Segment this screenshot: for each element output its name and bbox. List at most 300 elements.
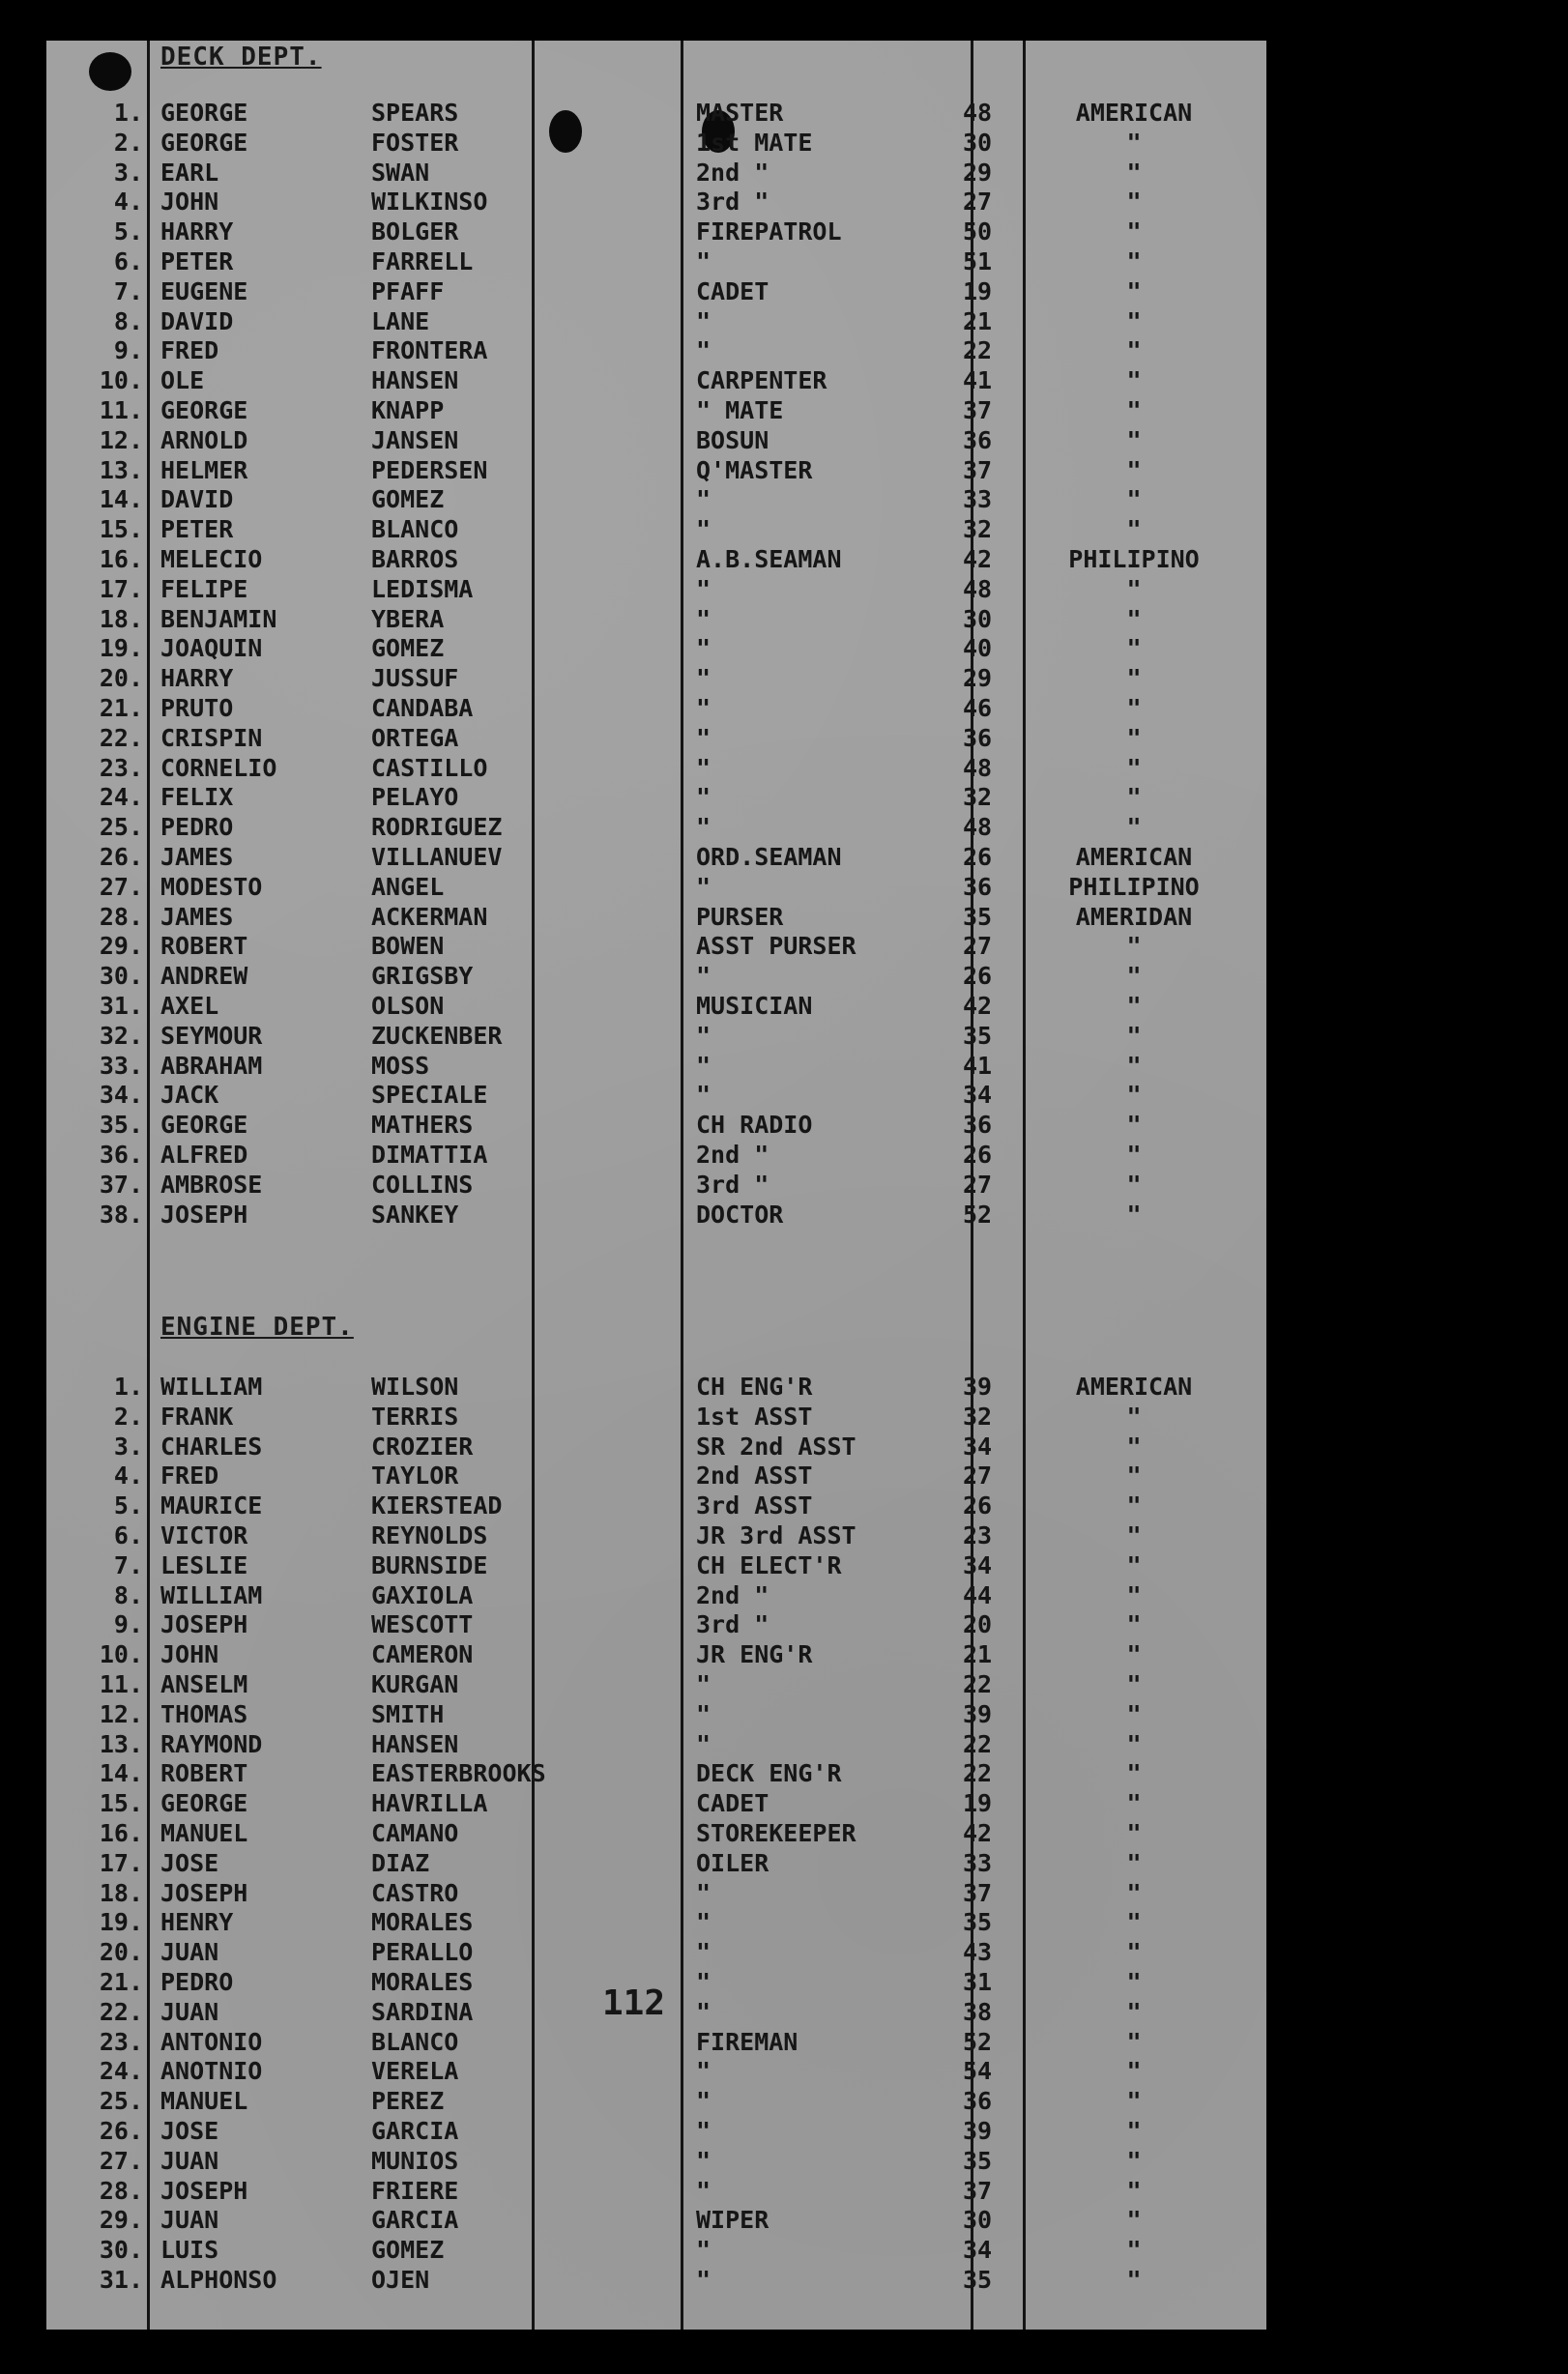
first-name: CORNELIO [160,753,277,782]
row-number: 15. [99,515,143,544]
last-name: BOWEN [371,932,445,961]
age: 27 [963,932,993,961]
nationality: PHILIPINO [1068,872,1200,901]
nationality: " [1126,1878,1142,1907]
rating: 3rd " [696,1610,769,1639]
crew-row [46,545,1266,574]
row-number: 8. [113,306,143,335]
first-name: LUIS [160,2236,219,2265]
nationality: " [1126,1908,1142,1937]
row-number: 10. [99,1640,143,1669]
crew-row [46,1610,1266,1639]
nationality: " [1126,158,1142,187]
crew-row [46,217,1266,246]
first-name: BENJAMIN [160,604,277,633]
row-number: 19. [99,1908,143,1937]
age: 35 [963,1908,993,1937]
crew-row [46,426,1266,455]
crew-row [46,2028,1266,2057]
age: 19 [963,1789,993,1818]
nationality: " [1126,1462,1142,1491]
nationality: " [1126,188,1142,217]
nationality: " [1126,1968,1142,1996]
first-name: JAMES [160,843,234,871]
age: 32 [963,783,993,812]
first-name: RAYMOND [160,1729,263,1758]
crew-row [46,2087,1266,2116]
age: 22 [963,1759,993,1788]
rating: ORD.SEAMAN [696,843,842,871]
crew-row [46,129,1266,158]
age: 46 [963,694,993,722]
last-name: ZUCKENBER [371,1021,503,1050]
age: 42 [963,1819,993,1847]
nationality: " [1126,1141,1142,1169]
last-name: CAMANO [371,1819,459,1847]
nationality: " [1126,1550,1142,1579]
last-name: KURGAN [371,1670,459,1698]
last-name: CASTILLO [371,753,488,782]
row-number: 15. [99,1789,143,1818]
row-number: 11. [99,1670,143,1698]
last-name: GARCIA [371,2117,459,2145]
age: 48 [963,574,993,603]
age: 35 [963,1021,993,1050]
first-name: JACK [160,1081,219,1110]
rating: CH ELECT'R [696,1550,842,1579]
rating: " [696,1699,711,1728]
rating: 2nd ASST [696,1462,813,1491]
row-number: 12. [99,1699,143,1728]
age: 29 [963,664,993,693]
last-name: SPECIALE [371,1081,488,1110]
nationality: AMERIDAN [1075,902,1193,931]
last-name: PERALLO [371,1938,474,1967]
crew-row [46,724,1266,753]
first-name: JUAN [160,1997,219,2026]
age: 21 [963,306,993,335]
row-number: 1. [113,1373,143,1401]
first-name: JOSE [160,2117,219,2145]
age: 19 [963,276,993,305]
rating: " [696,962,711,991]
crew-row [46,1022,1266,1051]
age: 29 [963,158,993,187]
nationality: " [1126,2087,1142,2116]
rating: " [696,2087,711,2116]
rating: STOREKEEPER [696,1819,857,1847]
first-name: JOSEPH [160,2176,248,2205]
last-name: DIAZ [371,1848,430,1877]
crew-row [46,2057,1266,2086]
last-name: SARDINA [371,1997,474,2026]
nationality: " [1126,425,1142,454]
rating: " [696,813,711,842]
rating: " [696,1997,711,2026]
nationality: " [1126,1432,1142,1461]
nationality: AMERICAN [1075,1373,1193,1401]
nationality: " [1126,247,1142,275]
nationality: " [1126,128,1142,157]
nationality: " [1126,604,1142,633]
nationality: " [1126,396,1142,424]
last-name: BURNSIDE [371,1550,488,1579]
last-name: SPEARS [371,99,459,127]
first-name: PETER [160,247,234,275]
age: 33 [963,1848,993,1877]
crew-row [46,1879,1266,1908]
nationality: AMERICAN [1075,99,1193,127]
row-number: 4. [113,1462,143,1491]
row-number: 2. [113,1402,143,1431]
row-number: 12. [99,425,143,454]
age: 26 [963,1491,993,1520]
first-name: EUGENE [160,276,248,305]
first-name: WILLIAM [160,1580,263,1609]
row-number: 35. [99,1111,143,1140]
last-name: VILLANUEV [371,843,503,871]
rating: 1st MATE [696,128,813,157]
age: 39 [963,2117,993,2145]
first-name: OLE [160,366,205,395]
rating: FIREPATROL [696,217,842,246]
age: 41 [963,1051,993,1080]
first-name: DAVID [160,306,234,335]
nationality: " [1126,1580,1142,1609]
rating: " [696,2176,711,2205]
row-number: 6. [113,1521,143,1549]
nationality: " [1126,694,1142,722]
age: 26 [963,1141,993,1169]
last-name: GAXIOLA [371,1580,474,1609]
row-number: 7. [113,1550,143,1579]
row-number: 19. [99,634,143,663]
last-name: TERRIS [371,1402,459,1431]
crew-row [46,1111,1266,1140]
row-number: 5. [113,217,143,246]
first-name: GEORGE [160,99,248,127]
crew-row [46,99,1266,128]
age: 36 [963,872,993,901]
age: 37 [963,1878,993,1907]
last-name: CANDABA [371,694,474,722]
rating: DOCTOR [696,1200,784,1229]
age: 42 [963,545,993,573]
nationality: " [1126,455,1142,484]
first-name: JOSEPH [160,1610,248,1639]
age: 26 [963,962,993,991]
crew-row [46,1938,1266,1967]
last-name: ANGEL [371,872,445,901]
crew-row [46,1373,1266,1402]
age: 35 [963,2146,993,2175]
row-number: 16. [99,545,143,573]
nationality: " [1126,306,1142,335]
first-name: HARRY [160,217,234,246]
rating: " [696,2117,711,2145]
age: 52 [963,2027,993,2056]
nationality: " [1126,1789,1142,1818]
age: 37 [963,396,993,424]
first-name: ANDREW [160,962,248,991]
row-number: 23. [99,753,143,782]
last-name: MORALES [371,1908,474,1937]
crew-row [46,843,1266,872]
first-name: FELIPE [160,574,248,603]
last-name: BARROS [371,545,459,573]
age: 32 [963,1402,993,1431]
crew-row [46,634,1266,663]
last-name: FARRELL [371,247,474,275]
crew-row [46,1052,1266,1081]
last-name: GOMEZ [371,634,445,663]
nationality: " [1126,2206,1142,2235]
first-name: JUAN [160,2146,219,2175]
last-name: OLSON [371,992,445,1020]
age: 54 [963,2057,993,2086]
row-number: 31. [99,2266,143,2294]
nationality: " [1126,276,1142,305]
crew-row [46,1700,1266,1729]
rating: " MATE [696,396,784,424]
rating: " [696,2266,711,2294]
first-name: ANTONIO [160,2027,263,2056]
row-number: 10. [99,366,143,395]
first-name: JOAQUIN [160,634,263,663]
row-number: 18. [99,604,143,633]
crew-row [46,1201,1266,1230]
last-name: SANKEY [371,1200,459,1229]
last-name: MORALES [371,1968,474,1996]
age: 34 [963,2236,993,2265]
crew-row [46,1433,1266,1462]
rating: " [696,336,711,365]
crew-row [46,1849,1266,1878]
nationality: " [1126,2176,1142,2205]
first-name: HARRY [160,664,234,693]
row-number: 8. [113,1580,143,1609]
age: 27 [963,1462,993,1491]
rating: JR ENG'R [696,1640,813,1669]
rating: FIREMAN [696,2027,799,2056]
crew-row [46,2236,1266,2265]
last-name: LEDISMA [371,574,474,603]
nationality: " [1126,962,1142,991]
age: 48 [963,813,993,842]
row-number: 38. [99,1200,143,1229]
nationality: " [1126,574,1142,603]
age: 51 [963,247,993,275]
row-number: 6. [113,247,143,275]
crew-row [46,277,1266,306]
first-name: ROBERT [160,1759,248,1788]
rating: DECK ENG'R [696,1759,842,1788]
age: 20 [963,1610,993,1639]
nationality: " [1126,336,1142,365]
rating: " [696,1878,711,1907]
crew-row [46,1730,1266,1759]
row-number: 30. [99,962,143,991]
first-name: ANOTNIO [160,2057,263,2086]
nationality: AMERICAN [1075,843,1193,871]
crew-row [46,2177,1266,2206]
crew-row [46,2147,1266,2176]
last-name: MOSS [371,1051,430,1080]
last-name: RODRIGUEZ [371,813,503,842]
nationality: " [1126,753,1142,782]
first-name: HELMER [160,455,248,484]
nationality: " [1126,1200,1142,1229]
rating: OILER [696,1848,769,1877]
rating: 2nd " [696,1580,769,1609]
rating: " [696,2146,711,2175]
rating: " [696,2057,711,2086]
crew-row [46,932,1266,961]
first-name: CHARLES [160,1432,263,1461]
first-name: PEDRO [160,1968,234,1996]
row-number: 13. [99,1729,143,1758]
age: 48 [963,753,993,782]
rating: A.B.SEAMAN [696,545,842,573]
crew-row [46,664,1266,693]
rating: " [696,1021,711,1050]
age: 36 [963,1111,993,1140]
age: 41 [963,366,993,395]
nationality: " [1126,1640,1142,1669]
row-number: 25. [99,813,143,842]
age: 37 [963,455,993,484]
age: 34 [963,1432,993,1461]
last-name: FOSTER [371,128,459,157]
nationality: " [1126,217,1142,246]
nationality: " [1126,366,1142,395]
page-number: 112 [602,1983,666,2023]
nationality: " [1126,1491,1142,1520]
rating: " [696,1081,711,1110]
rating: MUSICIAN [696,992,813,1020]
age: 32 [963,515,993,544]
nationality: " [1126,1610,1142,1639]
first-name: ARNOLD [160,425,248,454]
last-name: MATHERS [371,1111,474,1140]
first-name: DAVID [160,485,234,514]
row-number: 26. [99,843,143,871]
age: 37 [963,2176,993,2205]
row-number: 3. [113,158,143,187]
row-number: 26. [99,2117,143,2145]
last-name: KIERSTEAD [371,1491,503,1520]
last-name: MUNIOS [371,2146,459,2175]
rating: " [696,604,711,633]
last-name: SMITH [371,1699,445,1728]
crew-row [46,247,1266,276]
age: 50 [963,217,993,246]
last-name: REYNOLDS [371,1521,488,1549]
last-name: PEDERSEN [371,455,488,484]
crew-row [46,456,1266,485]
first-name: MODESTO [160,872,263,901]
row-number: 11. [99,396,143,424]
crew-row [46,1908,1266,1937]
nationality: " [1126,932,1142,961]
row-number: 27. [99,872,143,901]
nationality: " [1126,1670,1142,1698]
first-name: ROBERT [160,932,248,961]
rating: " [696,694,711,722]
nationality: PHILIPINO [1068,545,1200,573]
rating: MASTER [696,99,784,127]
first-name: AMBROSE [160,1170,263,1199]
row-number: 31. [99,992,143,1020]
rating: WIPER [696,2206,769,2235]
crew-row [46,1581,1266,1610]
age: 39 [963,1699,993,1728]
nationality: " [1126,515,1142,544]
age: 35 [963,2266,993,2294]
nationality: " [1126,1819,1142,1847]
row-number: 14. [99,1759,143,1788]
nationality: " [1126,1021,1142,1050]
crew-row [46,1462,1266,1491]
row-number: 14. [99,485,143,514]
rating: " [696,574,711,603]
row-number: 34. [99,1081,143,1110]
first-name: PRUTO [160,694,234,722]
last-name: GARCIA [371,2206,459,2235]
first-name: HENRY [160,1908,234,1937]
nationality: " [1126,2266,1142,2294]
last-name: VERELA [371,2057,459,2086]
age: 34 [963,1081,993,1110]
crew-list-page [46,41,1266,2330]
nationality: " [1126,1729,1142,1758]
row-number: 24. [99,783,143,812]
crew-row [46,1521,1266,1550]
last-name: BLANCO [371,2027,459,2056]
last-name: WESCOTT [371,1610,474,1639]
last-name: GOMEZ [371,485,445,514]
last-name: ACKERMAN [371,902,488,931]
rating: " [696,872,711,901]
rating: " [696,2236,711,2265]
nationality: " [1126,664,1142,693]
nationality: " [1126,1699,1142,1728]
nationality: " [1126,1997,1142,2026]
last-name: BLANCO [371,515,459,544]
age: 22 [963,336,993,365]
age: 22 [963,1729,993,1758]
row-number: 13. [99,455,143,484]
rating: " [696,485,711,514]
rating: " [696,723,711,752]
crew-row [46,783,1266,812]
age: 22 [963,1670,993,1698]
rating: " [696,753,711,782]
first-name: FRANK [160,1402,234,1431]
age: 23 [963,1521,993,1549]
nationality: " [1126,1170,1142,1199]
crew-row [46,515,1266,544]
first-name: JUAN [160,2206,219,2235]
first-name: VICTOR [160,1521,248,1549]
last-name: BOLGER [371,217,459,246]
last-name: KNAPP [371,396,445,424]
crew-row [46,754,1266,783]
row-number: 36. [99,1141,143,1169]
crew-row [46,1670,1266,1699]
rating: SR 2nd ASST [696,1432,857,1461]
row-number: 21. [99,694,143,722]
